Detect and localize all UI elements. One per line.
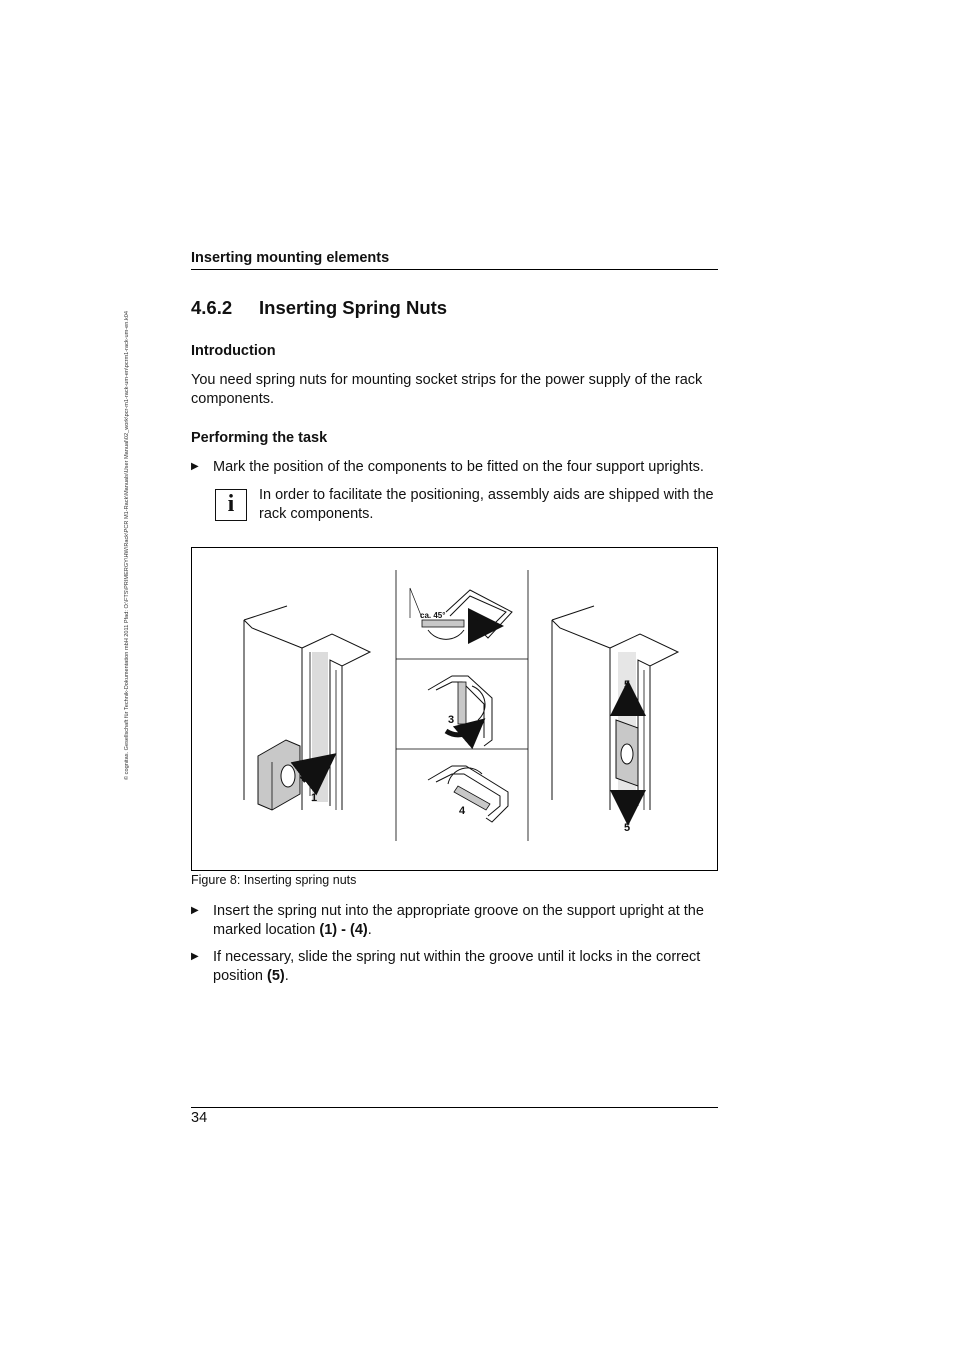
arrow-rotate-icon [446,728,474,735]
bullet-triangle-icon: ▶ [191,461,199,472]
figure-label-5-top: 5 [624,679,631,691]
info-icon-letter: i [227,491,235,517]
figure-label-4: 4 [459,805,466,817]
figure-spring-nuts [191,547,718,871]
step-insert-nut-text: Insert the spring nut into the appropriate groove on the support upright at the marked location (1) - (4). [213,903,704,938]
section-number: 4.6.2 [191,297,233,318]
task-heading: Performing the task [191,430,328,446]
figure-label-5-bottom: 5 [624,822,631,834]
info-icon [215,489,247,521]
introduction-heading: Introduction [191,343,276,359]
info-note: In order to facilitate the positioning, assembly aids are shipped with the rack components. [259,487,714,522]
figure-label-3: 3 [448,714,455,726]
figure-label-1: 1 [311,792,318,804]
section-title-text: Inserting Spring Nuts [259,297,448,318]
bullet-triangle-icon: ▶ [191,905,199,916]
spring-nut-sliding [616,720,638,786]
figure-illustration [192,548,719,872]
upright-right [552,606,678,810]
bullet-triangle-icon: ▶ [191,951,199,962]
figure-angle-label: ca. 45° [420,611,446,620]
step-mark-position-text: Mark the position of the components to be fitted on the four support uprights. [213,459,704,475]
spring-nut [258,740,300,810]
page-number: 34 [191,1110,208,1126]
section-title [191,297,447,319]
sidebar-metadata [124,240,134,780]
footer-rule [191,1107,718,1108]
figure-caption: Figure 8: Inserting spring nuts [191,873,357,887]
figure-label-2: 2 [472,612,479,624]
step-slide-nut-text: If necessary, slide the spring nut within the groove until it locks in the correct position (5). [213,949,701,984]
running-header [191,249,718,270]
running-header-title: Inserting mounting elements [191,250,390,266]
sidebar-vertical-text: © cognitas. Gesellschaft für Technik-Dokumentation mbH 2011 Pfad: O:\FTS\PRIMERGY\HW\Rack\PCR M1-Rack\Manuals\User Manual\02_work\pcr-m1-rack-um-en\pcrm1-rack-um-en.k04 [124,311,130,780]
introduction-text: You need spring nuts for mounting socket strips for the power supply of the rack components. [191,372,703,407]
groove-bottom [428,766,508,822]
